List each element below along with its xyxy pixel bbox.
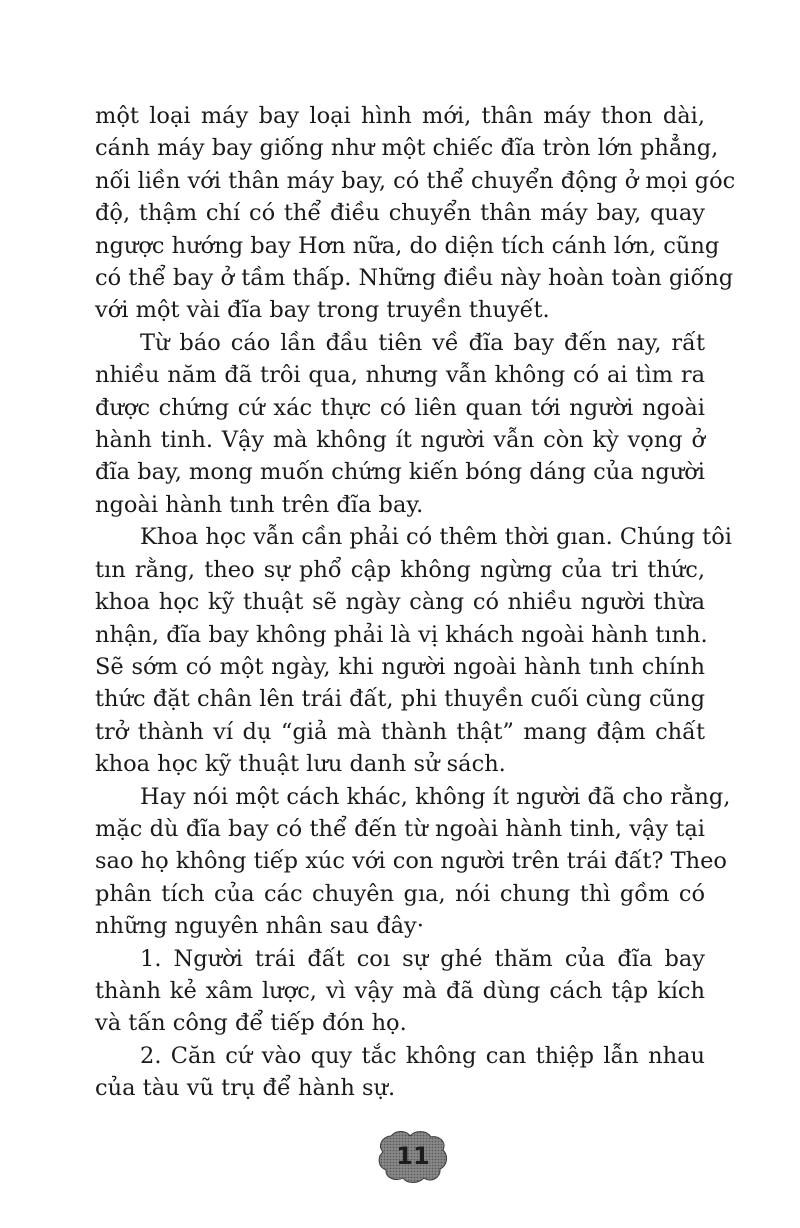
text-line: và tấn công để tiếp đón họ. [95, 1010, 407, 1037]
text-line: ngoài hành tınh trên đĩa bay. [95, 491, 424, 518]
text-line: khoa học kỹ thuật sẽ ngày càng có nhiều người thừa [95, 589, 705, 616]
text-line: thành kẻ xâm lược, vì vậy mà đã dùng cách tập kích [95, 977, 705, 1004]
text-line: độ, thậm chí có thể điều chuyển thân máy bay, quay [95, 200, 705, 227]
text-line: 2. Căn cứ vào quy tắc không can thiệp lẫn nhau [140, 1042, 705, 1069]
page-number-badge [377, 1128, 449, 1184]
text-line: phân tích của các chuyên gıa, nói chung thì gồm có [95, 880, 705, 907]
text-line: với một vài đĩa bay trong truyền thuyết. [95, 297, 550, 324]
text-line: khoa học kỹ thuật lưu danh sử sách. [95, 751, 506, 778]
text-line: Sẽ sớm có một ngày, khi người ngoài hành tınh chính [95, 653, 705, 680]
text-line: hành tinh. Vậy mà không ít người vẫn còn kỳ vọng ở [95, 427, 705, 454]
text-line: 1. Người trái đất coı sự ghé thăm của đĩa bay [140, 945, 705, 972]
text-line: những nguyên nhân sau đây· [95, 913, 424, 940]
text-line: được chứng cứ xác thực có liên quan tới người ngoài [95, 394, 705, 421]
text-line: thức đặt chân lên trái đất, phi thuyền cuối cùng cũng [95, 686, 705, 713]
text-line: của tàu vũ trụ để hành sự. [95, 1075, 396, 1102]
text-line: một loại máy bay loại hình mới, thân máy thon dài, [95, 103, 705, 129]
text-line: trở thành ví dụ “giả mà thành thật” mang đậm chất [95, 718, 705, 745]
text-line: đĩa bay, mong muốn chứng kiến bóng dáng của người [95, 459, 705, 486]
paragraph-2 [95, 327, 705, 521]
text-line: Khoa học vẫn cần phải có thêm thời gıan. Chúng tôi [140, 524, 732, 551]
text-line: nhiều năm đã trôi qua, nhưng vẫn không có ai tìm ra [95, 362, 705, 389]
text-line: Hay nói một cách khác, không ít người đã cho rằng, [140, 783, 731, 810]
paragraph-6 [95, 1040, 705, 1105]
paragraph-4 [95, 781, 731, 943]
text-line: sao họ không tiếp xúc với con người trên trái đất? Theo [95, 848, 727, 875]
text-line: nhận, đĩa bay không phải là vị khách ngoài hành tınh. [95, 621, 708, 648]
text-line: cánh máy bay giống như một chiếc đĩa tròn lớn phẳng, [95, 135, 719, 162]
paragraph-1 [95, 100, 736, 327]
page-number: 11 [396, 1142, 430, 1170]
body-text [95, 100, 736, 1105]
text-line: nối liền với thân máy bay, có thể chuyển động ở mọi góc [95, 167, 736, 194]
text-line: tın rằng, theo sự phổ cập không ngừng của tri thức, [95, 556, 705, 583]
paragraph-3 [95, 521, 732, 780]
text-line: ngược hướng bay Hơn nữa, do diện tích cánh lớn, cũng [95, 232, 720, 259]
paragraph-5 [95, 943, 705, 1040]
text-line: mặc dù đĩa bay có thể đến từ ngoài hành tinh, vậy tại [95, 815, 705, 842]
text-line: có thể bay ở tầm thấp. Những điều này hoàn toàn giống [95, 265, 734, 292]
text-line: Từ báo cáo lần đầu tiên về đĩa bay đến nay, rất [140, 329, 705, 356]
